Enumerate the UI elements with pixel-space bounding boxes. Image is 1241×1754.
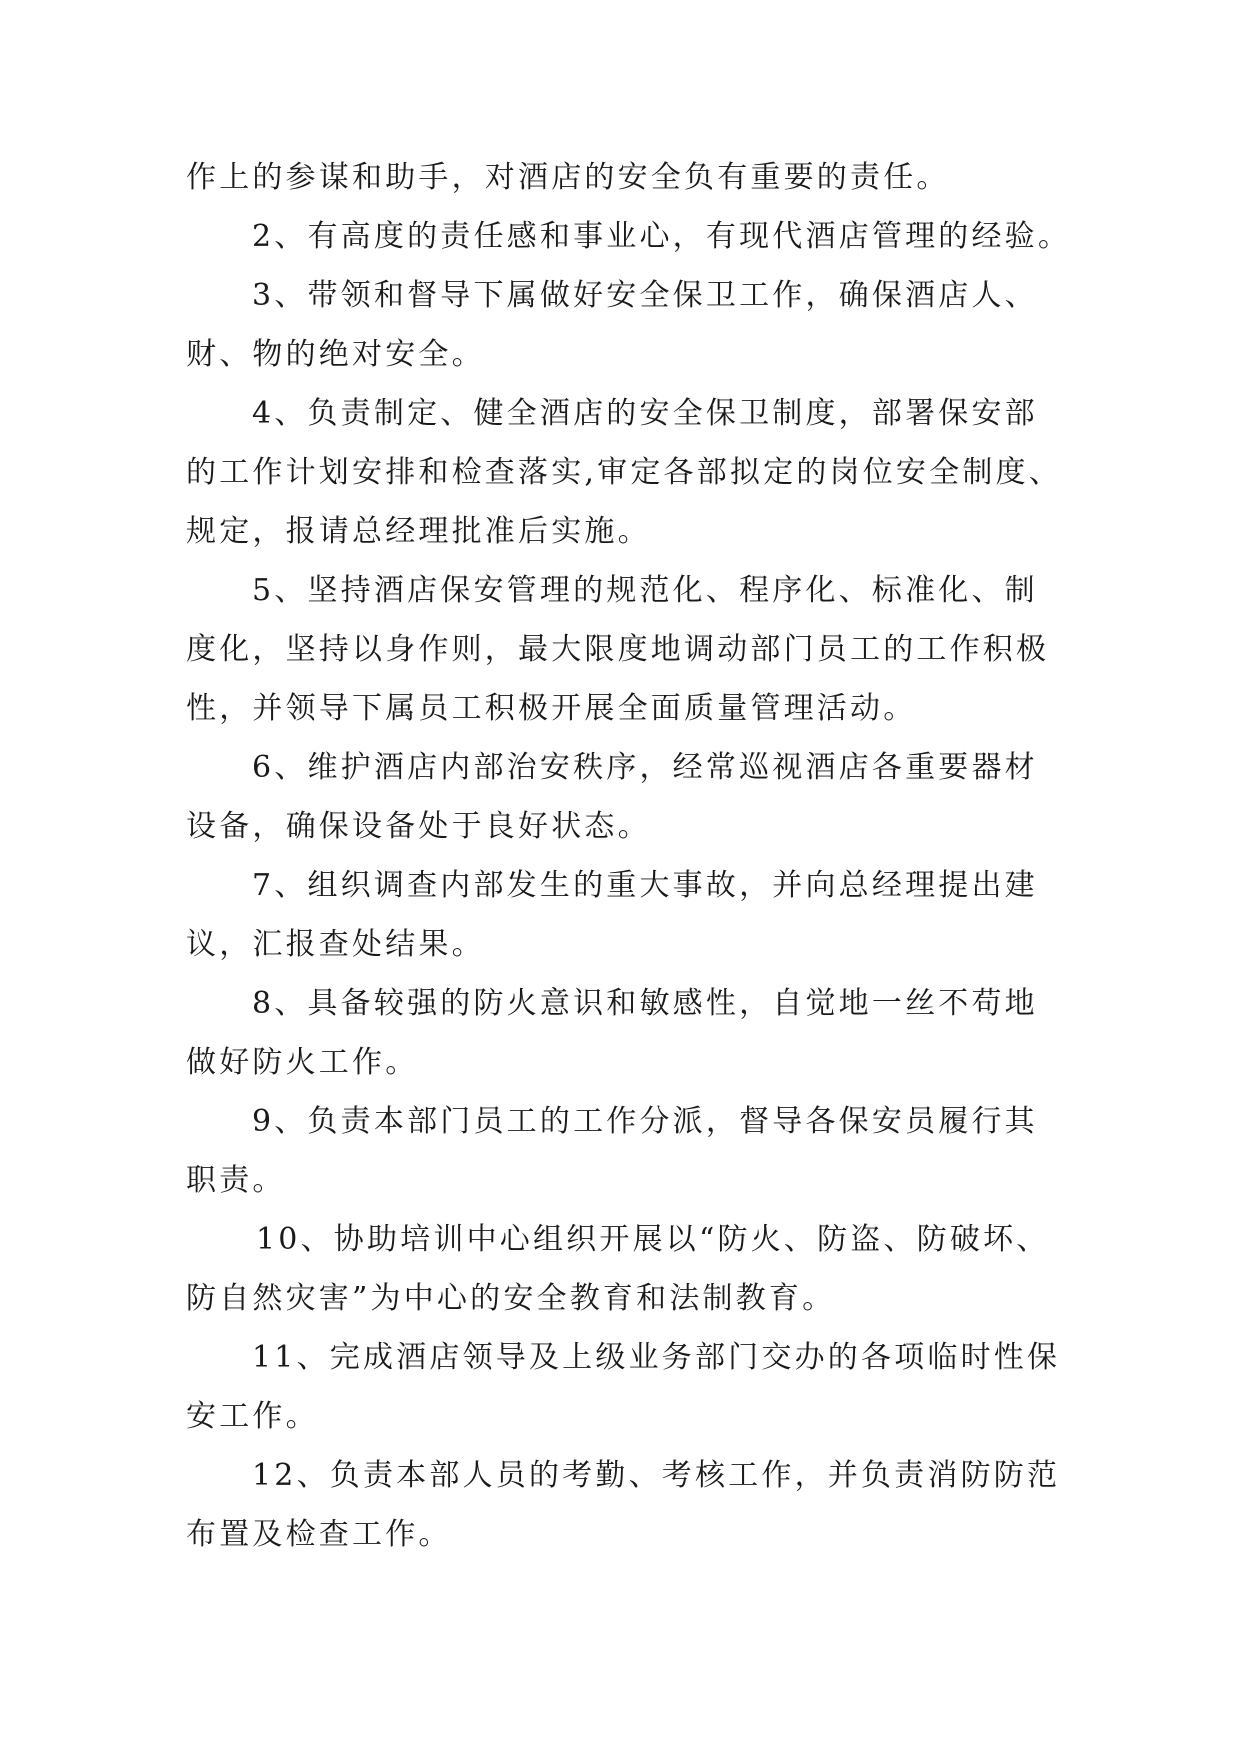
text-line: 度化，坚持以身作则，最大限度地调动部门员工的工作积极 (186, 632, 1050, 667)
text-line: 防自然灾害”为中心的安全教育和法制教育。 (186, 1281, 836, 1316)
text-line: 的工作计划安排和检查落实,审定各部拟定的岗位安全制度、 (186, 455, 1062, 490)
text-line: 7、组织调查内部发生的重大事故，并向总经理提出建 (252, 868, 1038, 903)
text-line: 规定，报请总经理批准后实施。 (186, 514, 651, 549)
text-line: 设备，确保设备处于良好状态。 (186, 809, 651, 844)
text-line: 布置及检查工作。 (186, 1517, 452, 1552)
text-line: 议，汇报查处结果。 (186, 927, 485, 962)
text-line: 12、负责本部人员的考勤、考核工作，并负责消防防范 (252, 1458, 1061, 1493)
text-line: 职责。 (186, 1163, 286, 1198)
text-line: 5、坚持酒店保安管理的规范化、程序化、标准化、制 (252, 573, 1038, 608)
text-line: 4、负责制定、健全酒店的安全保卫制度，部署保安部 (252, 396, 1038, 431)
text-line: 8、具备较强的防火意识和敏感性，自觉地一丝不苟地 (252, 986, 1038, 1021)
text-line: 财、物的绝对安全。 (186, 337, 485, 372)
text-line: 10、协助培训中心组织开展以“防火、防盗、防破坏、 (256, 1222, 1050, 1257)
text-line: 9、负责本部门员工的工作分派，督导各保安员履行其 (252, 1104, 1038, 1139)
text-line: 11、完成酒店领导及上级业务部门交办的各项临时性保 (252, 1340, 1061, 1375)
text-line: 性，并领导下属员工积极开展全面质量管理活动。 (186, 691, 917, 726)
text-line: 做好防火工作。 (186, 1045, 419, 1080)
text-line: 6、维护酒店内部治安秩序，经常巡视酒店各重要器材 (252, 750, 1038, 785)
text-line: 作上的参谋和助手，对酒店的安全负有重要的责任。 (186, 160, 950, 195)
text-line: 安工作。 (186, 1399, 319, 1434)
text-line: 2、有高度的责任感和事业心，有现代酒店管理的经验。 (252, 219, 1072, 254)
text-line: 3、带领和督导下属做好安全保卫工作，确保酒店人、 (252, 278, 1038, 313)
